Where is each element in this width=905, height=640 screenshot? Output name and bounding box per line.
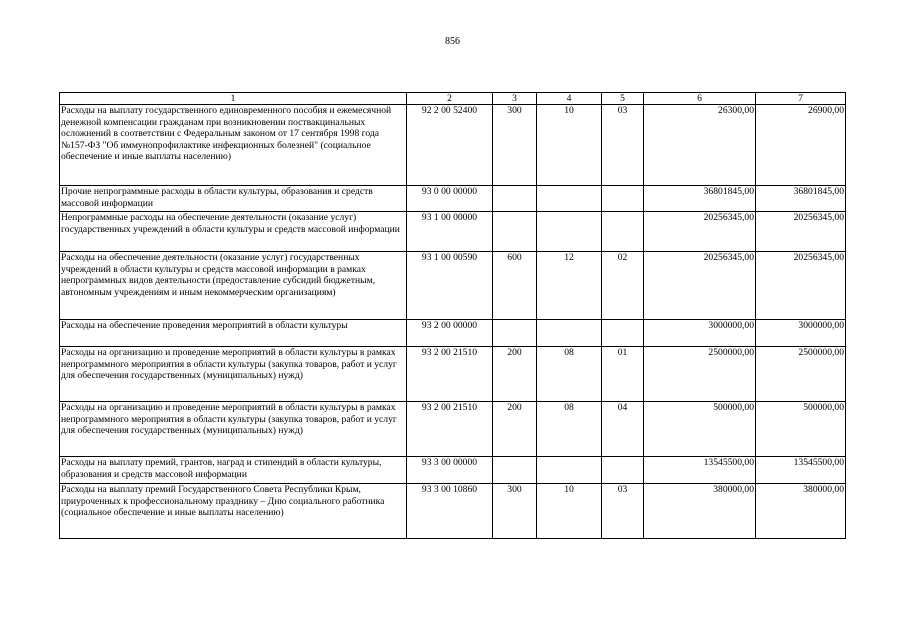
header-col-4: 4	[537, 93, 602, 105]
row-vr	[493, 212, 537, 252]
row-code: 93 2 00 21510	[407, 347, 493, 402]
header-col-1: 1	[60, 93, 407, 105]
row-name: Прочие непрограммные расходы в области культуры, образования и средств массовой информации	[60, 186, 407, 212]
row-sum-2: 20256345,00	[756, 212, 846, 252]
table-row	[60, 212, 846, 252]
row-pr: 01	[602, 347, 644, 402]
row-sum-2: 26900,00	[756, 105, 846, 186]
table-row	[60, 320, 846, 347]
row-rz	[537, 320, 602, 347]
header-col-5: 5	[602, 93, 644, 105]
table-row	[60, 457, 846, 484]
row-name: Расходы на обеспечение проведения мероприятий в области культуры	[60, 320, 407, 347]
header-col-2: 2	[407, 93, 493, 105]
row-vr	[493, 457, 537, 484]
header-row	[60, 93, 846, 105]
row-vr: 300	[493, 484, 537, 539]
row-name: Непрограммные расходы на обеспечение деятельности (оказание услуг) государственных учреждений в области культуры и средств массовой информации	[60, 212, 407, 252]
row-pr	[602, 212, 644, 252]
row-name: Расходы на выплату государственного единовременного пособия и ежемесячной денежной компенсации гражданам при возникновении поствакцинальных осложнений в соответствии с Федеральным законом от 17 сентября 1998 года №157-ФЗ "Об иммунопрофилактике инфекционных болезней" (социальное обеспечение и иные выплаты населению)	[60, 105, 407, 186]
row-code: 93 3 00 10860	[407, 484, 493, 539]
row-rz: 08	[537, 347, 602, 402]
row-code: 93 3 00 00000	[407, 457, 493, 484]
row-sum-1: 380000,00	[644, 484, 756, 539]
row-sum-1: 2500000,00	[644, 347, 756, 402]
row-rz: 10	[537, 484, 602, 539]
row-vr	[493, 186, 537, 212]
table-row	[60, 402, 846, 457]
row-name: Расходы на выплату премий Государственного Совета Республики Крым, приуроченных к профессиональному празднику – Дню социального работника (социальное обеспечение и иные выплаты населению)	[60, 484, 407, 539]
row-rz	[537, 212, 602, 252]
table-row	[60, 105, 846, 186]
row-pr	[602, 457, 644, 484]
table-row	[60, 484, 846, 539]
row-sum-1: 13545500,00	[644, 457, 756, 484]
row-code: 93 2 00 00000	[407, 320, 493, 347]
row-sum-2: 20256345,00	[756, 252, 846, 320]
row-sum-2: 500000,00	[756, 402, 846, 457]
page-number: 856	[445, 36, 460, 47]
row-sum-1: 20256345,00	[644, 252, 756, 320]
row-pr: 04	[602, 402, 644, 457]
row-pr	[602, 320, 644, 347]
row-code: 92 2 00 52400	[407, 105, 493, 186]
table-row	[60, 186, 846, 212]
row-vr: 600	[493, 252, 537, 320]
row-rz: 10	[537, 105, 602, 186]
row-name: Расходы на организацию и проведение мероприятий в области культуры в рамках непрограммного мероприятия в области культуры (закупка товаров, работ и услуг для обеспечения государственных (муниципальных) нужд)	[60, 402, 407, 457]
budget-table	[59, 92, 846, 539]
row-sum-1: 20256345,00	[644, 212, 756, 252]
row-rz: 12	[537, 252, 602, 320]
row-vr: 300	[493, 105, 537, 186]
row-sum-2: 13545500,00	[756, 457, 846, 484]
row-sum-2: 2500000,00	[756, 347, 846, 402]
row-pr: 03	[602, 105, 644, 186]
row-sum-1: 3000000,00	[644, 320, 756, 347]
row-pr: 03	[602, 484, 644, 539]
row-rz	[537, 457, 602, 484]
row-code: 93 0 00 00000	[407, 186, 493, 212]
row-code: 93 1 00 00000	[407, 212, 493, 252]
row-rz	[537, 186, 602, 212]
row-sum-1: 500000,00	[644, 402, 756, 457]
row-vr	[493, 320, 537, 347]
row-pr	[602, 186, 644, 212]
table-row	[60, 252, 846, 320]
row-pr: 02	[602, 252, 644, 320]
row-sum-2: 380000,00	[756, 484, 846, 539]
row-name: Расходы на организацию и проведение мероприятий в области культуры в рамках непрограммного мероприятия в области культуры (закупка товаров, работ и услуг для обеспечения государственных (муниципальных) нужд)	[60, 347, 407, 402]
row-vr: 200	[493, 347, 537, 402]
row-name: Расходы на обеспечение деятельности (оказание услуг) государственных учреждений в области культуры и средств массовой информации в рамках непрограммных видов деятельности (предоставление субсидий бюджетным, автономным учреждениям и иным некоммерческим организациям)	[60, 252, 407, 320]
row-sum-2: 36801845,00	[756, 186, 846, 212]
row-code: 93 2 00 21510	[407, 402, 493, 457]
header-col-3: 3	[493, 93, 537, 105]
row-sum-2: 3000000,00	[756, 320, 846, 347]
row-code: 93 1 00 00590	[407, 252, 493, 320]
header-col-6: 6	[644, 93, 756, 105]
table-row	[60, 347, 846, 402]
row-vr: 200	[493, 402, 537, 457]
row-rz: 08	[537, 402, 602, 457]
row-name: Расходы на выплату премий, грантов, наград и стипендий в области культуры, образования и средств массовой информации	[60, 457, 407, 484]
row-sum-1: 26300,00	[644, 105, 756, 186]
row-sum-1: 36801845,00	[644, 186, 756, 212]
header-col-7: 7	[756, 93, 846, 105]
